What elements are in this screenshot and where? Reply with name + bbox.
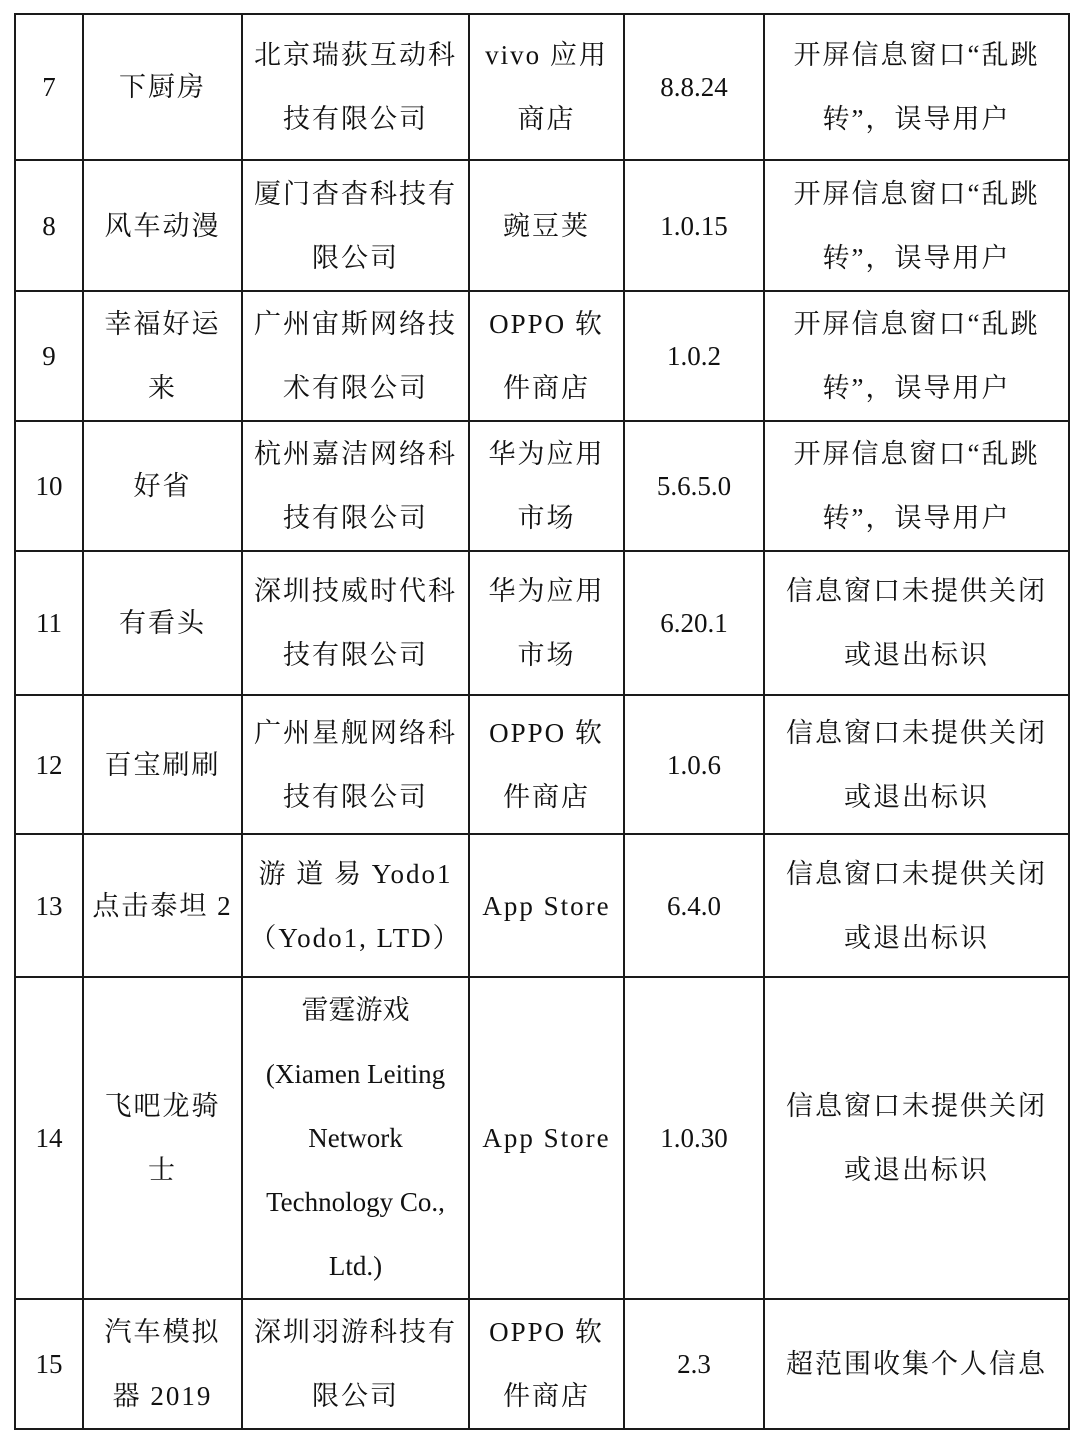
- cell-store: [469, 1299, 624, 1429]
- cell-store: [469, 421, 624, 551]
- cell-company-line: 术有限公司: [283, 373, 428, 403]
- cell-number: 15: [15, 1299, 83, 1429]
- cell-app-name: [83, 421, 242, 551]
- cell-issue-line: 开屏信息窗口“乱跳: [793, 439, 1040, 469]
- cell-company: [242, 1299, 469, 1429]
- cell-company: [242, 291, 469, 421]
- cell-issue-line: 转”，误导用户: [822, 242, 1011, 273]
- cell-version: 8.8.24: [624, 14, 764, 160]
- cell-store-line: 豌豆荚: [503, 210, 590, 241]
- cell-store-line: 商店: [517, 104, 576, 134]
- cell-company: [242, 977, 469, 1299]
- cell-company-line: Network: [308, 1123, 403, 1153]
- cell-store-line: vivo 应用: [485, 40, 608, 70]
- cell-issue: [764, 160, 1069, 291]
- cell-issue-line: 信息窗口未提供关闭: [786, 717, 1047, 748]
- table-body: [15, 14, 1069, 1429]
- cell-store-line: App Store: [482, 890, 611, 921]
- cell-version: 1.0.2: [624, 291, 764, 421]
- cell-version: 2.3: [624, 1299, 764, 1429]
- cell-issue-line: 或退出标识: [844, 640, 989, 670]
- cell-company-line: 广州星舰网络科: [254, 717, 457, 748]
- cell-company-line: 深圳技威时代科: [254, 576, 457, 606]
- cell-number: 11: [15, 551, 83, 695]
- cell-app-name: [83, 551, 242, 695]
- cell-app-name-line: 好省: [133, 471, 192, 501]
- cell-store-line: 华为应用: [488, 576, 605, 606]
- cell-company-line: 游 道 易 Yodo1: [258, 858, 453, 889]
- cell-version: 6.20.1: [624, 551, 764, 695]
- cell-version: 1.0.6: [624, 695, 764, 834]
- table-row: [15, 421, 1069, 551]
- cell-number: 10: [15, 421, 83, 551]
- cell-app-name: [83, 160, 242, 291]
- cell-company: [242, 834, 469, 977]
- cell-company-line: （Yodo1, LTD）: [249, 922, 462, 953]
- table-row: [15, 160, 1069, 291]
- cell-issue: [764, 977, 1069, 1299]
- cell-app-name-line: 飞吧龙骑: [104, 1091, 221, 1121]
- table-row: [15, 14, 1069, 160]
- cell-issue-line: 信息窗口未提供关闭: [786, 858, 1047, 889]
- cell-company-line: 深圳羽游科技有: [254, 1317, 457, 1347]
- cell-issue: [764, 551, 1069, 695]
- cell-issue-line: 开屏信息窗口“乱跳: [793, 40, 1040, 70]
- cell-issue-line: 或退出标识: [844, 922, 989, 953]
- cell-company-line: Ltd.): [328, 1251, 383, 1281]
- cell-issue-line: 或退出标识: [844, 781, 989, 812]
- cell-app-name-line: 有看头: [119, 608, 206, 638]
- cell-number: 13: [15, 834, 83, 977]
- cell-store: [469, 160, 624, 291]
- cell-version: 1.0.30: [624, 977, 764, 1299]
- cell-app-name-line: 风车动漫: [104, 210, 221, 241]
- cell-company-line: 雷霆游戏: [301, 995, 410, 1025]
- cell-version: 1.0.15: [624, 160, 764, 291]
- cell-company: [242, 160, 469, 291]
- cell-company-line: 杭州嘉洁网络科: [254, 439, 457, 469]
- cell-company-line: Technology Co.,: [266, 1187, 445, 1217]
- table-row: [15, 977, 1069, 1299]
- cell-company: [242, 551, 469, 695]
- cell-issue: [764, 695, 1069, 834]
- cell-app-name-line: 下厨房: [119, 72, 206, 102]
- cell-issue: [764, 291, 1069, 421]
- cell-number: 7: [15, 14, 83, 160]
- cell-store-line: OPPO 软: [489, 1317, 604, 1347]
- app-list-table: [14, 13, 1070, 1430]
- cell-store-line: App Store: [482, 1123, 611, 1153]
- cell-number: 8: [15, 160, 83, 291]
- cell-company-line: (Xiamen Leiting: [265, 1059, 446, 1089]
- cell-company: [242, 14, 469, 160]
- cell-store-line: 市场: [517, 640, 576, 670]
- cell-app-name-line: 士: [148, 1155, 177, 1185]
- cell-issue-line: 信息窗口未提供关闭: [786, 1091, 1047, 1121]
- cell-issue: [764, 14, 1069, 160]
- cell-company-line: 技有限公司: [283, 503, 428, 533]
- cell-store: [469, 291, 624, 421]
- cell-company: [242, 421, 469, 551]
- cell-app-name-line: 汽车模拟: [104, 1317, 221, 1347]
- table-row: [15, 291, 1069, 421]
- cell-app-name-line: 百宝刷刷: [104, 749, 221, 780]
- cell-app-name: [83, 834, 242, 977]
- cell-store-line: OPPO 软: [489, 717, 604, 748]
- cell-store: [469, 551, 624, 695]
- cell-store-line: 市场: [517, 503, 576, 533]
- cell-store: [469, 695, 624, 834]
- cell-app-name: [83, 695, 242, 834]
- cell-company-line: 技有限公司: [283, 781, 428, 812]
- cell-company-line: 技有限公司: [283, 640, 428, 670]
- table-row: [15, 551, 1069, 695]
- cell-company-line: 限公司: [312, 242, 399, 273]
- table-row: [15, 695, 1069, 834]
- cell-store: [469, 834, 624, 977]
- cell-app-name-line: 器 2019: [112, 1381, 213, 1411]
- cell-version: 5.6.5.0: [624, 421, 764, 551]
- cell-company: [242, 695, 469, 834]
- cell-app-name: [83, 291, 242, 421]
- cell-issue-line: 开屏信息窗口“乱跳: [793, 178, 1040, 209]
- cell-store-line: 华为应用: [488, 439, 605, 469]
- cell-store: [469, 14, 624, 160]
- cell-number: 12: [15, 695, 83, 834]
- cell-issue-line: 或退出标识: [844, 1155, 989, 1185]
- cell-issue-line: 信息窗口未提供关闭: [786, 576, 1047, 606]
- cell-store-line: 件商店: [503, 1381, 590, 1411]
- cell-company-line: 厦门杳杳科技有: [254, 178, 457, 209]
- cell-number: 14: [15, 977, 83, 1299]
- cell-issue: [764, 834, 1069, 977]
- cell-app-name: [83, 977, 242, 1299]
- cell-issue-line: 转”，误导用户: [822, 503, 1011, 533]
- cell-issue-line: 开屏信息窗口“乱跳: [793, 309, 1040, 339]
- cell-store: [469, 977, 624, 1299]
- cell-company-line: 广州宙斯网络技: [254, 309, 457, 339]
- cell-store-line: OPPO 软: [489, 309, 604, 339]
- cell-app-name-line: 点击泰坦 2: [92, 890, 233, 921]
- cell-company-line: 限公司: [312, 1381, 399, 1411]
- cell-issue-line: 超范围收集个人信息: [786, 1349, 1047, 1379]
- table-row: [15, 1299, 1069, 1429]
- cell-app-name: [83, 14, 242, 160]
- table-row: [15, 834, 1069, 977]
- cell-issue-line: 转”，误导用户: [822, 104, 1011, 134]
- cell-store-line: 件商店: [503, 781, 590, 812]
- cell-company-line: 北京瑞荻互动科: [254, 40, 457, 70]
- cell-issue-line: 转”，误导用户: [822, 373, 1011, 403]
- cell-issue: [764, 421, 1069, 551]
- cell-company-line: 技有限公司: [283, 104, 428, 134]
- cell-version: 6.4.0: [624, 834, 764, 977]
- cell-app-name-line: 幸福好运: [104, 309, 221, 339]
- cell-app-name-line: 来: [148, 373, 177, 403]
- cell-store-line: 件商店: [503, 373, 590, 403]
- cell-issue: [764, 1299, 1069, 1429]
- cell-app-name: [83, 1299, 242, 1429]
- cell-number: 9: [15, 291, 83, 421]
